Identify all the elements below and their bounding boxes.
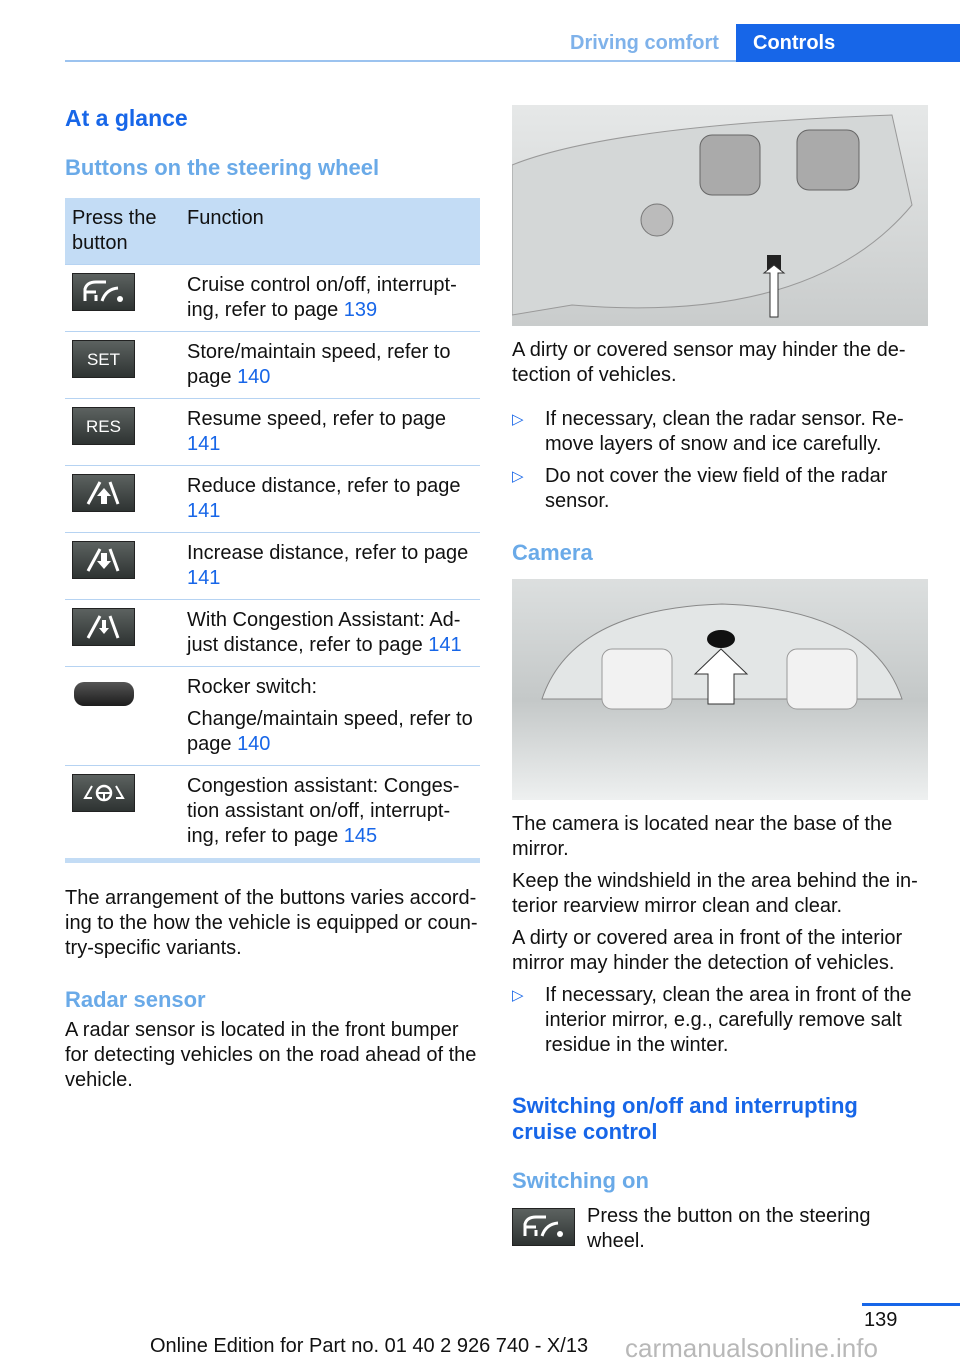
radar-sensor-text: A radar sensor is located in the front bumper for detecting vehicles on the road ahead of the vehicle. — [65, 1019, 477, 1091]
bullet-item — [512, 464, 928, 514]
page-link[interactable]: 141 — [428, 634, 462, 656]
column-header-button: Press the button — [65, 198, 180, 265]
bullet-text: Do not cover the view field of the radar sensor. — [545, 465, 888, 512]
left-column — [65, 104, 480, 1093]
table-end-bar — [65, 858, 480, 863]
function-cell — [180, 466, 480, 533]
page-link[interactable]: 141 — [187, 433, 221, 455]
function-text: Rocker switch: — [187, 676, 318, 698]
page-number: 139 — [864, 1309, 898, 1331]
radar-bullets — [512, 407, 928, 521]
congestion-assistant-icon — [72, 774, 135, 812]
switching-on-title: Switching on — [512, 1168, 649, 1193]
page-link[interactable]: 141 — [187, 567, 221, 589]
function-text: Reduce distance, refer to page — [187, 475, 461, 497]
camera-bullets — [512, 983, 928, 1058]
camera-paragraph: A dirty or covered area in front of the interior mirror may hinder the detection of vehicles. — [512, 927, 903, 974]
column-header-function: Function — [180, 198, 480, 265]
button-cell — [65, 466, 180, 533]
buttons-table — [65, 198, 480, 858]
page-link[interactable]: 140 — [237, 366, 271, 388]
function-text: Congestion assistant: Conges-tion assistant on/off, interrupt-ing, refer to page — [187, 775, 460, 847]
bullet-marker-icon: ▷ — [512, 468, 524, 485]
function-text: Store/maintain speed, refer to page — [187, 341, 451, 388]
camera-text — [512, 812, 928, 1065]
page-link[interactable]: 139 — [343, 299, 378, 321]
footer-divider — [862, 1303, 960, 1306]
arrangement-text: The arrangement of the buttons varies accord-ing to the how the vehicle is equipped or coun-try-specific variants. — [65, 887, 478, 959]
bullet-text: If necessary, clean the radar sensor. Re-move layers of snow and ice carefully. — [545, 408, 904, 455]
switching-on-text: Press the button on the steering wheel. — [587, 1205, 871, 1252]
table-row — [65, 332, 480, 399]
set-button-icon: SET — [72, 340, 135, 378]
function-text: With Congestion Assistant: Ad-just distance, refer to page — [187, 609, 461, 656]
function-cell — [180, 667, 480, 766]
page-link[interactable]: 140 — [237, 733, 271, 755]
button-cell — [65, 766, 180, 859]
function-cell — [180, 265, 480, 332]
function-text: Resume speed, refer to page — [187, 408, 447, 430]
table-row — [65, 399, 480, 466]
radar-sensor-title: Radar sensor — [65, 987, 206, 1012]
table-row — [65, 600, 480, 667]
table-row — [65, 766, 480, 859]
rocker-switch-icon — [72, 675, 135, 713]
header-tab-controls: Controls — [736, 24, 960, 62]
function-cell — [180, 600, 480, 667]
page-link[interactable]: 145 — [343, 825, 378, 847]
function-cell — [180, 766, 480, 859]
cruise-control-icon — [512, 1208, 575, 1246]
table-row — [65, 667, 480, 766]
function-cell — [180, 399, 480, 466]
right-column — [512, 105, 928, 1254]
bullet-item — [512, 983, 928, 1058]
bullet-text: If necessary, clean the area in front of the interior mirror, e.g., carefully remove salt residue in the winter. — [545, 984, 912, 1056]
function-cell — [180, 332, 480, 399]
header-section: Driving comfort — [570, 32, 719, 54]
camera-image — [512, 579, 928, 800]
button-cell — [65, 600, 180, 667]
res-button-icon: RES — [72, 407, 135, 445]
switching-on-row — [512, 1204, 928, 1254]
button-cell — [65, 533, 180, 600]
table-row — [65, 533, 480, 600]
page-title: At a glance — [65, 105, 188, 131]
camera-title: Camera — [512, 540, 593, 565]
watermark: carmanualsonline.info — [625, 1333, 878, 1362]
function-cell — [180, 533, 480, 600]
increase-distance-icon — [72, 541, 135, 579]
reduce-distance-icon — [72, 474, 135, 512]
bullet-marker-icon: ▷ — [512, 987, 524, 1004]
button-cell — [65, 667, 180, 766]
button-cell — [65, 399, 180, 466]
table-row — [65, 466, 480, 533]
button-cell — [65, 265, 180, 332]
bullet-marker-icon: ▷ — [512, 411, 524, 428]
camera-paragraph: Keep the windshield in the area behind the in-terior rearview mirror clean and clear. — [512, 870, 918, 917]
function-text: Increase distance, refer to page — [187, 542, 469, 564]
radar-caption: A dirty or covered sensor may hinder the de-tection of vehicles. — [512, 339, 906, 386]
page-link[interactable]: 141 — [187, 500, 221, 522]
switching-title: Switching on/off and interrupting cruise control — [512, 1093, 858, 1144]
radar-sensor-image — [512, 105, 928, 326]
table-row — [65, 265, 480, 332]
car-front-illustration — [512, 105, 928, 326]
adjust-distance-icon — [72, 608, 135, 646]
cruise-control-icon — [72, 273, 135, 311]
function-text: Cruise control on/off, interrupt-ing, refer to page — [187, 274, 457, 321]
camera-paragraph: The camera is located near the base of the mirror. — [512, 813, 893, 860]
section-title: Buttons on the steering wheel — [65, 155, 380, 180]
bullet-item — [512, 407, 928, 457]
button-cell — [65, 332, 180, 399]
function-text: Change/maintain speed, refer to page — [187, 708, 473, 755]
windshield-illustration — [512, 579, 928, 800]
edition-text: Online Edition for Part no. 01 40 2 926 740 - X/13 — [150, 1335, 589, 1357]
